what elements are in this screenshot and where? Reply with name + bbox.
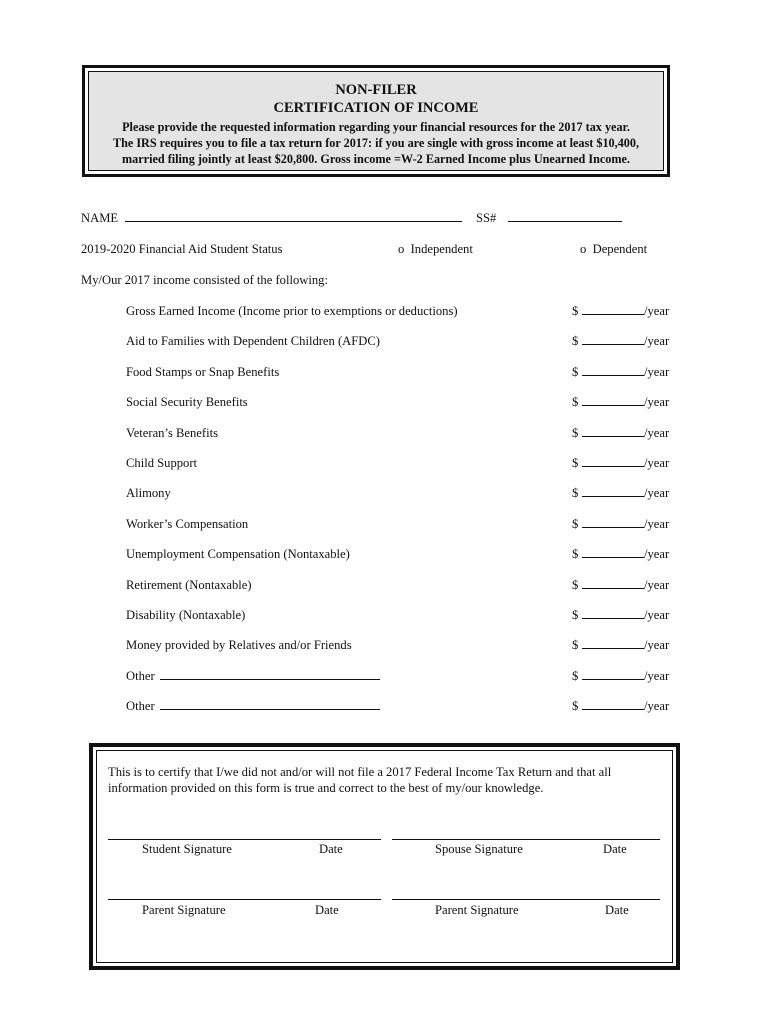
currency-symbol: $ (572, 699, 579, 713)
dependent-checkbox[interactable]: o (580, 242, 587, 256)
income-item-label: Food Stamps or Snap Benefits (126, 365, 280, 379)
income-item-label: Gross Earned Income (Income prior to exemptions or deductions) (126, 304, 458, 318)
parent-signature-label-1: Parent Signature (142, 903, 226, 917)
form-header-box (82, 65, 670, 177)
amount-field[interactable] (582, 456, 644, 467)
parent-date-label-2: Date (605, 903, 629, 917)
income-row (0, 304, 770, 322)
currency-symbol: $ (572, 547, 579, 561)
income-item-label: Veteran’s Benefits (126, 426, 218, 440)
currency-symbol: $ (572, 578, 579, 592)
amount-field[interactable] (582, 669, 644, 680)
independent-label: Independent (410, 242, 473, 256)
income-row (0, 365, 770, 383)
income-item-label: Aid to Families with Dependent Children (AFDC) (126, 334, 380, 348)
income-row (0, 608, 770, 626)
independent-option[interactable] (398, 242, 473, 257)
income-item-label: Other (126, 699, 155, 713)
income-item-label: Child Support (126, 456, 198, 470)
amount-field[interactable] (582, 486, 644, 497)
per-year-label: /year (644, 486, 670, 500)
per-year-label: /year (644, 456, 670, 470)
spouse-date-label: Date (603, 842, 627, 856)
parent-signature-line-2[interactable] (392, 899, 660, 900)
certification-statement-line2: information provided on this form is true and correct to the best of my/our knowledge. (108, 781, 544, 795)
instruction-line-1: Please provide the requested information regarding your financial resources for the 2017 tax year. (122, 120, 630, 134)
instruction-line-3: married filing jointly at least $20,800. Gross income =W-2 Earned Income plus Unearned Income. (122, 152, 630, 166)
income-item-label: Other (126, 669, 155, 683)
name-field[interactable] (125, 211, 462, 222)
per-year-label: /year (644, 304, 670, 318)
income-item-label: Money provided by Relatives and/or Friends (126, 638, 352, 652)
currency-symbol: $ (572, 517, 579, 531)
per-year-label: /year (644, 608, 670, 622)
certification-panel (96, 750, 673, 963)
per-year-label: /year (644, 699, 670, 713)
income-row (0, 578, 770, 596)
amount-field[interactable] (582, 578, 644, 589)
parent-signature-label-2: Parent Signature (435, 903, 519, 917)
amount-field[interactable] (582, 608, 644, 619)
ss-label: SS# (476, 211, 497, 225)
student-signature-line[interactable] (108, 839, 381, 840)
income-row (0, 517, 770, 535)
income-row (0, 669, 770, 687)
per-year-label: /year (644, 578, 670, 592)
dependent-option[interactable] (580, 242, 647, 257)
amount-field[interactable] (582, 395, 644, 406)
amount-field[interactable] (582, 426, 644, 437)
currency-symbol: $ (572, 395, 579, 409)
certification-box (89, 743, 680, 970)
status-label: 2019-2020 Financial Aid Student Status (81, 242, 283, 256)
per-year-label: /year (644, 426, 670, 440)
amount-field[interactable] (582, 334, 644, 345)
income-item-label: Alimony (126, 486, 171, 500)
per-year-label: /year (644, 365, 670, 379)
income-row (0, 426, 770, 444)
spouse-signature-label: Spouse Signature (435, 842, 523, 856)
form-title-line2: CERTIFICATION OF INCOME (273, 100, 479, 116)
income-row (0, 638, 770, 656)
amount-field[interactable] (582, 699, 644, 710)
form-header-panel (88, 71, 664, 171)
student-signature-label: Student Signature (142, 842, 232, 856)
income-intro: My/Our 2017 income consisted of the following: (81, 273, 328, 287)
currency-symbol: $ (572, 486, 579, 500)
name-label: NAME (81, 211, 119, 225)
student-date-label: Date (319, 842, 343, 856)
other-description-field[interactable] (160, 669, 380, 680)
amount-field[interactable] (582, 365, 644, 376)
income-row (0, 395, 770, 413)
income-row (0, 456, 770, 474)
per-year-label: /year (644, 517, 670, 531)
parent-signature-line-1[interactable] (108, 899, 381, 900)
currency-symbol: $ (572, 426, 579, 440)
instruction-line-2: The IRS requires you to file a tax return for 2017: if you are single with gross income at least $10,400, (112, 136, 640, 150)
income-item-label: Worker’s Compensation (126, 517, 249, 531)
per-year-label: /year (644, 669, 670, 683)
amount-field[interactable] (582, 517, 644, 528)
per-year-label: /year (644, 547, 670, 561)
dependent-label: Dependent (592, 242, 648, 256)
other-description-field[interactable] (160, 699, 380, 710)
amount-field[interactable] (582, 638, 644, 649)
ss-field[interactable] (508, 211, 622, 222)
currency-symbol: $ (572, 669, 579, 683)
currency-symbol: $ (572, 334, 579, 348)
certification-statement-line1: This is to certify that I/we did not and/or will not file a 2017 Federal Income Tax Return and that all (108, 765, 612, 779)
currency-symbol: $ (572, 608, 579, 622)
income-row (0, 547, 770, 565)
currency-symbol: $ (572, 365, 579, 379)
spouse-signature-line[interactable] (392, 839, 660, 840)
independent-checkbox[interactable]: o (398, 242, 405, 256)
amount-field[interactable] (582, 304, 644, 315)
parent-date-label-1: Date (315, 903, 339, 917)
amount-field[interactable] (582, 547, 644, 558)
income-item-label: Social Security Benefits (126, 395, 248, 409)
currency-symbol: $ (572, 304, 579, 318)
income-row (0, 334, 770, 352)
income-item-label: Unemployment Compensation (Nontaxable) (126, 547, 350, 561)
income-row (0, 699, 770, 717)
per-year-label: /year (644, 395, 670, 409)
per-year-label: /year (644, 334, 670, 348)
income-item-label: Retirement (Nontaxable) (126, 578, 252, 592)
currency-symbol: $ (572, 456, 579, 470)
form-title-line1: NON-FILER (335, 82, 417, 98)
income-row (0, 486, 770, 504)
income-item-label: Disability (Nontaxable) (126, 608, 246, 622)
per-year-label: /year (644, 638, 670, 652)
currency-symbol: $ (572, 638, 579, 652)
